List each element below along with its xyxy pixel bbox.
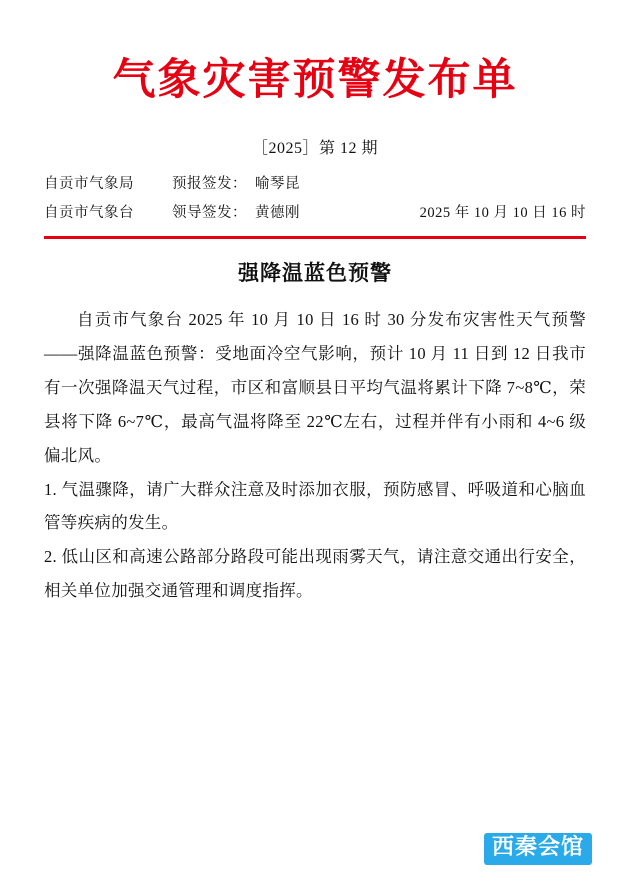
forecast-signer-name: 喻琴昆 [255,176,300,193]
page-title: 气象灾害预警发布单 [112,55,518,105]
leader-signer-label: 领导签发： [172,205,247,222]
body-paragraph: 自贡市气象台 2025 年 10 月 10 日 16 时 30 分发布灾害性天气预警——强降温蓝色预警：受地面冷空气影响，预计 10 月 11 日到 12 日我市有一次强降温天气过程，市区和富顺县日平均气温将累计下降 7~8℃，荣县将下降 6~7℃，最高气温将降至 22℃左右，过程并伴有小雨和 4~6 级偏北风。 [44,310,586,465]
body-paragraph: 2. 低山区和高速公路部分路段可能出现雨雾天气，请注意交通出行安全，相关单位加强交通管理和调度指挥。 [44,547,586,600]
body-paragraph: 1. 气温骤降，请广大群众注意及时添加衣服，预防感冒、呼吸道和心脑血管等疾病的发生。 [44,479,586,533]
issue-datetime: 2025 年 10 月 10 日 16 时 [419,205,586,222]
forecast-signer-label: 预报签发： [172,176,247,193]
watermark-label: 西秦会馆 [484,833,592,865]
signature-block [44,172,586,230]
signature-row [44,201,586,230]
watermark [484,833,592,865]
warning-body [44,303,586,607]
issue-number: ［2025］第 12 期 [251,140,378,158]
signature-row [44,172,586,201]
issuing-office: 自贡市气象局 [44,176,134,193]
issuing-station: 自贡市气象台 [44,205,134,222]
red-divider [44,236,586,239]
warning-title: 强降温蓝色预警 [238,261,392,286]
leader-signer-name: 黄德刚 [255,205,300,222]
document-page [0,56,630,883]
